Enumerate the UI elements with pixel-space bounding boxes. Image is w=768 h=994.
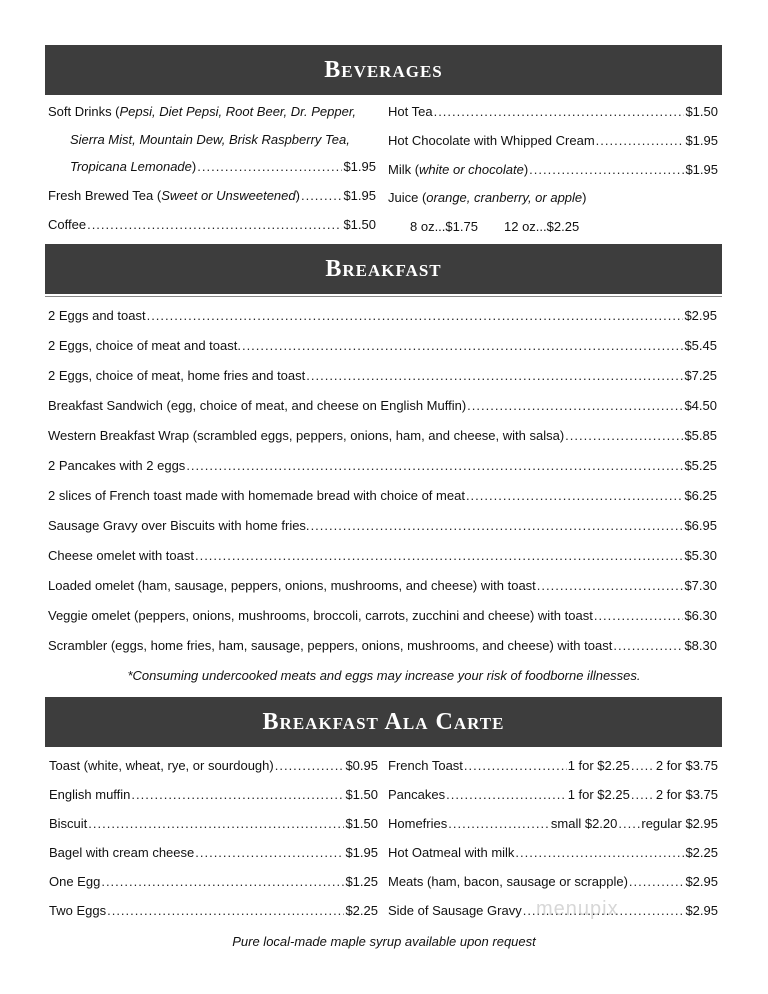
ala-carte-item-meats: Meats (ham, bacon, sausage or scrapple) ..... $2.95 <box>388 873 718 891</box>
item-price: $1.95 <box>685 162 718 177</box>
breakfast-item: 2 Eggs, choice of meat and toast. ..... $5.45 <box>48 337 717 355</box>
ala-carte-title: Breakfast Ala Carte <box>262 708 505 735</box>
ala-carte-item: Bagel with cream cheese ..... $1.95 <box>49 844 378 862</box>
menu-item-milk: Milk (white or chocolate) ..... $1.95 <box>388 161 718 179</box>
ala-carte-item-french-toast: French Toast ..... 1 for $2.25 ..... 2 for $3.75 <box>388 757 718 775</box>
breakfast-item: Veggie omelet (peppers, onions, mushrooms, broccoli, carrots, zucchini and cheese) with toast ..... $6.30 <box>48 607 717 625</box>
ala-carte-item-homefries: Homefries ..... small $2.20 ..... regular $2.95 <box>388 815 718 833</box>
breakfast-item: Scrambler (eggs, home fries, ham, sausage, peppers, onions, mushrooms, and cheese) with toast ..... $8.30 <box>48 637 717 655</box>
beverages-header <box>45 45 722 95</box>
soft-drinks-line1: Soft Drinks (Pepsi, Diet Pepsi, Root Beer, Dr. Pepper, <box>48 104 357 119</box>
juice-size-8oz: 8 oz...$1.75 <box>410 219 478 234</box>
item-price: $1.95 <box>685 133 718 148</box>
ala-carte-header <box>45 697 722 747</box>
breakfast-item: 2 slices of French toast made with homemade bread with choice of meat ..... $6.25 <box>48 487 717 505</box>
breakfast-item: 2 Eggs and toast ..... $2.95 <box>48 307 717 325</box>
watermark: menupix <box>536 898 619 920</box>
ala-carte-item-pancakes: Pancakes ..... 1 for $2.25 ..... 2 for $3.75 <box>388 786 718 804</box>
breakfast-item: Loaded omelet (ham, sausage, peppers, onions, mushrooms, and cheese) with toast ..... $7.30 <box>48 577 717 595</box>
item-name: Coffee <box>48 217 87 232</box>
item-price: $1.95 <box>343 159 376 174</box>
ala-carte-item: One Egg ..... $1.25 <box>49 873 378 891</box>
menu-item-juice: Juice (orange, cranberry, or apple) <box>388 190 587 205</box>
menu-item-hot-chocolate <box>388 132 718 150</box>
breakfast-header <box>45 244 722 294</box>
ala-carte-item: Biscuit ..... $1.50 <box>49 815 378 833</box>
breakfast-item: 2 Eggs, choice of meat, home fries and toast ..... $7.25 <box>48 367 717 385</box>
ala-carte-item: Two Eggs ..... $2.25 <box>49 902 378 920</box>
menu-item-hot-tea <box>388 103 718 121</box>
breakfast-item: Western Breakfast Wrap (scrambled eggs, peppers, onions, ham, and cheese, with salsa) ..... $5.85 <box>48 427 717 445</box>
item-price: $1.50 <box>343 217 376 232</box>
menu-item-fresh-tea: Fresh Brewed Tea (Sweet or Unsweetened) ..... $1.95 <box>48 187 376 205</box>
breakfast-title: Breakfast <box>325 255 442 282</box>
food-safety-note: *Consuming undercooked meats and eggs may increase your risk of foodborne illnesses. <box>127 668 641 683</box>
maple-syrup-note: Pure local-made maple syrup available upon request <box>232 934 536 949</box>
breakfast-item: Cheese omelet with toast ..... $5.30 <box>48 547 717 565</box>
item-price: $1.95 <box>343 188 376 203</box>
divider <box>45 296 722 297</box>
breakfast-item: Breakfast Sandwich (egg, choice of meat, and cheese on English Muffin) ..... $4.50 <box>48 397 717 415</box>
menu-item-soft-drinks: Tropicana Lemonade) ..... $1.95 <box>70 158 376 176</box>
juice-size-12oz: 12 oz...$2.25 <box>504 219 580 234</box>
breakfast-item: Sausage Gravy over Biscuits with home fries. ..... $6.95 <box>48 517 717 535</box>
ala-carte-item: English muffin ..... $1.50 <box>49 786 378 804</box>
item-name: Hot Chocolate with Whipped Cream <box>388 133 595 148</box>
item-price: $1.50 <box>685 104 718 119</box>
item-name: Hot Tea <box>388 104 433 119</box>
menu-item-coffee <box>48 216 376 234</box>
ala-carte-item: Toast (white, wheat, rye, or sourdough) ..... $0.95 <box>49 757 378 775</box>
ala-carte-item-gravy: Side of Sausage Gravy ..... $2.95 <box>388 902 718 920</box>
soft-drinks-line2: Sierra Mist, Mountain Dew, Brisk Raspberry Tea, <box>70 132 350 147</box>
breakfast-item: 2 Pancakes with 2 eggs ..... $5.25 <box>48 457 717 475</box>
beverages-title: Beverages <box>324 56 443 83</box>
ala-carte-item-oatmeal: Hot Oatmeal with milk ..... $2.25 <box>388 844 718 862</box>
